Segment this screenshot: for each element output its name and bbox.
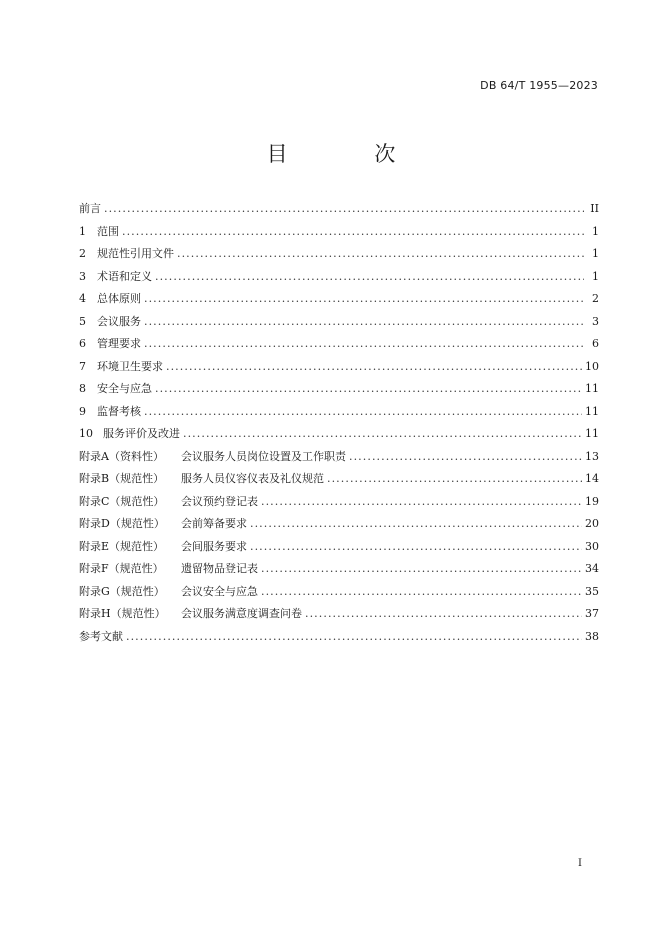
toc-entry-page: 11 [585,382,599,395]
dot-leader [126,630,582,643]
toc-entry-label: 会议服务 [97,314,141,328]
toc-entry-page: 1 [592,269,599,283]
dot-leader [144,292,584,305]
dot-leader [144,315,584,328]
toc-entry-7[interactable] [79,358,599,381]
toc-entry-page: 11 [585,427,599,440]
toc-entry-2[interactable] [79,245,599,268]
toc-appendix-label: 附录D（规范性） [79,517,165,530]
toc-entry-page: 1 [592,224,599,238]
dot-leader [183,427,582,440]
toc-entry-page: 37 [585,607,599,620]
page-title: 目 次 [266,142,436,166]
toc-entry-10[interactable] [79,425,599,448]
toc-entry-page: 6 [592,337,599,350]
dot-leader [155,270,584,283]
dot-leader [261,562,582,575]
toc-entry-1[interactable] [79,223,599,246]
table-of-contents [79,200,599,650]
toc-entry-number: 6 [79,337,86,350]
toc-entry-page: 34 [585,562,599,575]
dot-leader [155,382,582,395]
toc-entry-page: 19 [585,494,599,508]
toc-entry-number: 5 [79,314,86,328]
dot-leader [305,607,582,620]
toc-entry-label: 总体原则 [97,292,141,305]
dot-leader [177,247,584,260]
toc-entry-page: 2 [592,292,599,305]
toc-entry-label: 规范性引用文件 [97,247,174,260]
toc-entry-label: 安全与应急 [97,382,152,395]
toc-entry-page: 38 [585,629,599,643]
toc-entry-appendix-d[interactable] [79,515,599,538]
toc-entry-label: 环境卫生要求 [97,359,163,373]
toc-entry-page: 20 [585,517,599,530]
toc-entry-appendix-b[interactable] [79,470,599,493]
toc-appendix-label: 附录A（资料性） [79,449,164,463]
toc-entry-label: 会议预约登记表 [181,494,258,508]
dot-leader [261,585,582,598]
toc-entry-page: 10 [585,359,599,373]
toc-entry-number: 3 [79,269,86,283]
toc-entry-label: 会前筹备要求 [181,517,247,530]
toc-entry-page: 3 [592,314,599,328]
toc-entry-number: 1 [79,224,86,238]
dot-leader [250,517,582,530]
toc-entry-page: 14 [585,472,599,485]
toc-entry-label: 监督考核 [97,404,141,418]
toc-entry-appendix-a[interactable] [79,448,599,471]
toc-appendix-label: 附录G（规范性） [79,584,165,598]
dot-leader [261,495,582,508]
toc-entry-label: 会议服务人员岗位设置及工作职责 [181,449,346,463]
toc-entry-label: 服务人员仪容仪表及礼仪规范 [181,472,324,485]
toc-appendix-label: 附录E（规范性） [79,539,165,553]
toc-appendix-label: 附录F（规范性） [79,562,164,575]
toc-entry-label: 遗留物品登记表 [181,562,258,575]
toc-entry-page: II [590,202,599,215]
toc-entry-page: 11 [585,404,599,418]
toc-entry-number: 4 [79,292,86,305]
toc-entry-number: 8 [79,382,86,395]
toc-entry-number: 10 [79,427,93,440]
toc-entry-label: 服务评价及改进 [103,427,180,440]
toc-entry-label: 会议安全与应急 [181,584,258,598]
toc-appendix-label: 附录B（规范性） [79,472,165,485]
toc-entry-appendix-f[interactable] [79,560,599,583]
toc-entry-references[interactable] [79,628,599,651]
toc-entry-label: 范围 [97,224,119,238]
dot-leader [122,225,584,238]
toc-entry-page: 30 [585,539,599,553]
toc-entry-page: 13 [585,449,599,463]
toc-entry-appendix-c[interactable] [79,493,599,516]
toc-entry-page: 1 [592,247,599,260]
toc-entry-appendix-g[interactable] [79,583,599,606]
dot-leader [349,450,582,463]
toc-appendix-label: 附录H（规范性） [79,607,166,620]
toc-entry-label: 会间服务要求 [181,539,247,553]
toc-entry-number: 9 [79,404,86,418]
toc-entry-appendix-h[interactable] [79,605,599,628]
toc-entry-appendix-e[interactable] [79,538,599,561]
dot-leader [144,337,584,350]
toc-entry-6[interactable] [79,335,599,358]
document-code: DB 64/T 1955—2023 [480,79,598,92]
toc-entry-5[interactable] [79,313,599,336]
dot-leader [144,405,582,418]
toc-entry-8[interactable] [79,380,599,403]
toc-entry-number: 7 [79,359,86,373]
toc-entry-4[interactable] [79,290,599,313]
toc-entry-number: 2 [79,247,86,260]
dot-leader [327,472,582,485]
toc-entry-label: 参考文献 [79,629,123,643]
toc-entry-label: 管理要求 [97,337,141,350]
toc-entry-foreword[interactable] [79,200,599,223]
dot-leader [104,202,584,215]
toc-entry-9[interactable] [79,403,599,426]
toc-entry-3[interactable] [79,268,599,291]
toc-entry-label: 前言 [79,202,101,215]
toc-entry-label: 会议服务满意度调查问卷 [181,607,302,620]
toc-entry-label: 术语和定义 [97,269,152,283]
toc-appendix-label: 附录C（规范性） [79,494,165,508]
page-number: I [578,858,582,869]
dot-leader [166,360,582,373]
dot-leader [250,540,582,553]
toc-entry-page: 35 [585,584,599,598]
